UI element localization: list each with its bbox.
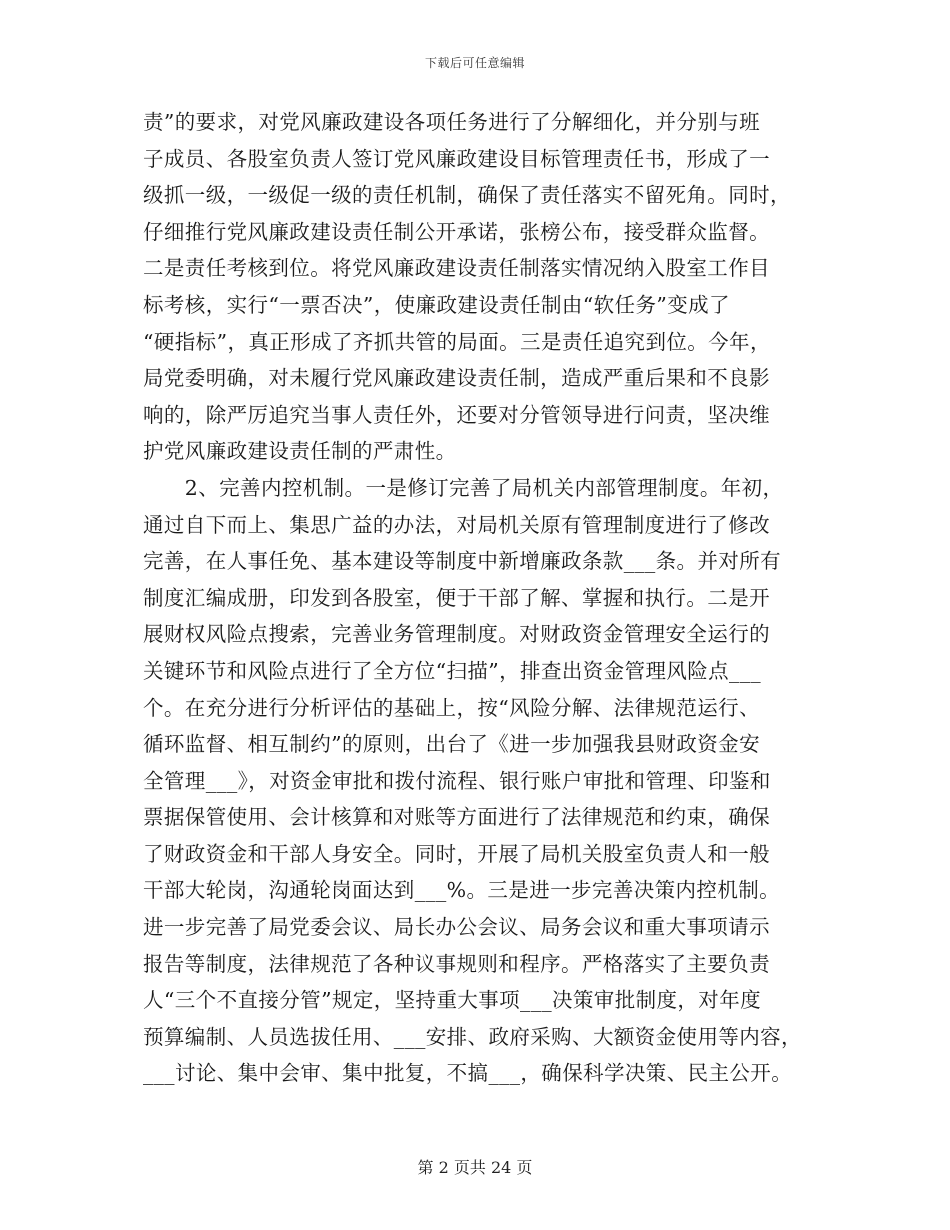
document-body xyxy=(143,104,815,1092)
text-line: 循环监督、相互制约”的原则，出台了《进一步加强我县财政资金安 xyxy=(143,732,760,757)
text-line: 通过自下而上、集思广益的办法，对局机关原有管理制度进行了修改 xyxy=(143,512,770,537)
text-line: 二是责任考核到位。将党风廉政建设责任制落实情况纳入股室工作目 xyxy=(143,256,770,281)
text-line: 响的，除严厉追究当事人责任外，还要对分管领导进行问责，坚决维 xyxy=(143,402,770,427)
text-line: 标考核，实行“一票否决”，使廉政建设责任制由“软任务”变成了 xyxy=(143,292,730,317)
text-line: 关键环节和风险点进行了全方位“扫描”，排查出资金管理风险点___ xyxy=(143,658,762,683)
text-line: 完善，在人事任免、基本建设等制度中新增廉政条款___条。并对所有 xyxy=(143,549,782,574)
text-line: 进一步完善了局党委会议、局长办公会议、局务会议和重大事项请示 xyxy=(143,915,770,940)
page-number-footer: 第 2 页共 24 页 xyxy=(417,1158,533,1177)
text-line: 全管理___》，对资金审批和拨付流程、银行账户审批和管理、印鉴和 xyxy=(143,768,771,793)
text-line: 局党委明确，对未履行党风廉政建设责任制，造成严重后果和不良影 xyxy=(143,366,770,391)
text-line: 责”的要求，对党风廉政建设各项任务进行了分解细化，并分别与班 xyxy=(143,110,760,134)
text-line: 子成员、各股室负责人签订党风廉政建设目标管理责任书，形成了一 xyxy=(143,146,770,171)
text-line: 制度汇编成册，印发到各股室，便于干部了解、掌握和执行。二是开 xyxy=(143,585,770,610)
text-line: “硬指标”，真正形成了齐抓共管的局面。三是责任追究到位。今年， xyxy=(143,329,771,354)
text-line: 个。在充分进行分析评估的基础上，按“风险分解、法律规范运行、 xyxy=(143,695,760,720)
text-line: 了财政资金和干部人身安全。同时，开展了局机关股室负责人和一般 xyxy=(143,841,770,866)
text-line: 2、完善内控机制。一是修订完善了局机关内部管理制度。年初， xyxy=(143,475,784,500)
text-line: ___讨论、集中会审、集中批复，不搞___，确保科学决策、民主公开。 xyxy=(143,1061,793,1086)
page-header: 下载后可任意编辑 xyxy=(424,56,525,70)
text-line: 仔细推行党风廉政建设责任制公开承诺，张榜公布，接受群众监督。 xyxy=(143,219,770,244)
text-line: 展财权风险点搜索，完善业务管理制度。对财政资金管理安全运行的 xyxy=(143,622,770,647)
text-line: 护党风廉政建设责任制的严肃性。 xyxy=(143,439,457,464)
text-line: 人“三个不直接分管”规定，坚持重大事项___决策审批制度，对年度 xyxy=(143,988,762,1013)
text-line: 票据保管使用、会计核算和对账等方面进行了法律规范和约束，确保 xyxy=(143,805,770,830)
text-line: 级抓一级，一级促一级的责任机制，确保了责任落实不留死角。同时， xyxy=(143,183,791,208)
text-line: 预算编制、人员选拔任用、___安排、政府采购、大额资金使用等内容， xyxy=(143,1024,802,1049)
text-line: 报告等制度，法律规范了各种议事规则和程序。严格落实了主要负责 xyxy=(143,951,770,976)
text-line: 干部大轮岗，沟通轮岗面达到___%。三是进一步完善决策内控机制。 xyxy=(143,878,781,903)
